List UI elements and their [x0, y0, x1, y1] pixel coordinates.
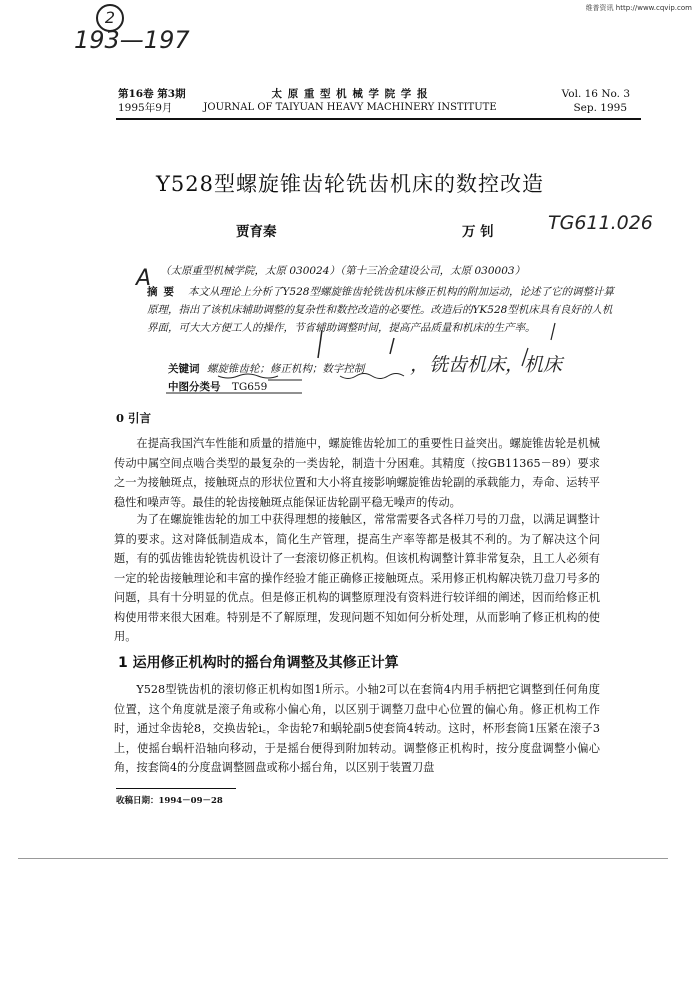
- handwritten-circled-number: 2: [96, 4, 124, 32]
- classification-value: TG659: [231, 381, 268, 393]
- header-date-cn: 1995年9月: [118, 102, 173, 114]
- paper-title: Y528型螺旋锥齿轮铣齿机床的数控改造: [156, 172, 544, 196]
- handwritten-keyword-additions: ，铣齿机床，机床: [410, 354, 563, 376]
- handwritten-page-range: 193—197: [74, 26, 190, 54]
- classification-label: 中图分类号: [168, 381, 221, 393]
- abstract-label: 摘要: [147, 286, 180, 298]
- section-0-paragraph-1: 在提高我国汽车性能和质量的措施中，螺旋锥齿轮加工的重要性日益突出。螺旋锥齿轮是机械传动中属空间点啮合类型的最复杂的一类齿轮，制造十分困难。其精度（按GB11365－89）要求之一为接触斑点，接触斑点的形状位置和大小将直接影响螺旋锥齿轮副的承载能力，寿命、运转平稳性和噪声等。最佳的轮齿接触斑点能保证齿轮副平稳无噪声的传动。: [114, 437, 600, 509]
- author-1: 贾育秦: [236, 224, 277, 240]
- received-date: 收稿日期：1994－09－28: [116, 796, 223, 806]
- header-date-en: Sep. 1995: [573, 102, 627, 114]
- header-volume-issue-en: Vol. 16 No. 3: [561, 88, 630, 100]
- footnote-rule: [116, 788, 236, 789]
- section-1-paragraph: Y528型铣齿机的滚切修正机构如图1所示。小轴2可以在套筒4内用手柄把它调整到任何角度位置，这个角度就是滚子角或称小偏心角，以区别于调整刀盘中心位置的偏心角。修正机构工作时，通过伞齿轮8，交换齿轮i꜀，伞齿轮7和蜗轮副5使套筒4转动。这时，杯形套筒1压紧在滚子3上，使摇台蜗杆沿轴向移动，于是摇台便得到附加转动。调整修正机构时，按分度盘调整小偏心角，按套筒4的分度盘调整圆盘或称小摇台角，以区别于装置刀盘: [114, 683, 600, 774]
- section-0-heading: 0 引言: [116, 411, 152, 425]
- section-1-heading: 1 运用修正机构时的摇台角调整及其修正计算: [118, 655, 399, 671]
- handwritten-class-code: TG611.026: [548, 212, 653, 234]
- header-volume-issue-cn: 第16卷 第3期: [118, 88, 186, 100]
- affiliation: （太原重型机械学院，太原 030024）（第十三冶金建设公司，太原 030003）: [160, 265, 526, 277]
- keywords-text: 螺旋锥齿轮；修正机构；数字控制: [206, 363, 365, 375]
- section-0-paragraph-2: 为了在螺旋锥齿轮的加工中获得理想的接触区，常常需要各式各样刀号的刀盘，以满足调整计算的要求。这对降低制造成本，简化生产管理，提高生产率等都是极其不利的。为了解决这个问题，有的弧齿锥齿轮铣齿机设计了一套滚切修正机构。但该机构调整计算非常复杂，且工人必须有一定的轮齿接触理论和丰富的操作经验才能正确修正接触斑点。采用修正机构解决铣刀盘刀号多的问题，具有十分明显的优点。但是修正机构的调整原理没有资料进行较详细的阐述，因而给修正机构使用带来很大困难。特别是不了解原理，发现问题不知如何分析处理，从而影响了修正机构的使用。: [114, 513, 600, 643]
- handwritten-letter-mark: A: [136, 266, 152, 291]
- header-journal-en: JOURNAL OF TAIYUAN HEAVY MACHINERY INSTITUTE: [203, 102, 497, 113]
- keywords-label: 关键词: [168, 363, 200, 375]
- abstract-text: 本文从理论上分析了Y528型螺旋锥齿轮铣齿机床修正机构的附加运动，论述了它的调整计算原理，指出了该机床辅助调整的复杂性和数控改造的必要性。改造后的YK528型机床具有良好的人机界面，可大大方便工人的操作，节省辅助调整时间，提高产品质量和机床的生产率。: [147, 286, 614, 334]
- watermark: 维普资讯 http://www.cqvip.com: [585, 4, 692, 12]
- scan-edge-line: [18, 858, 668, 859]
- header-journal-cn: 太 原 重 型 机 械 学 院 学 报: [271, 88, 429, 100]
- author-2: 万 钊: [462, 224, 494, 240]
